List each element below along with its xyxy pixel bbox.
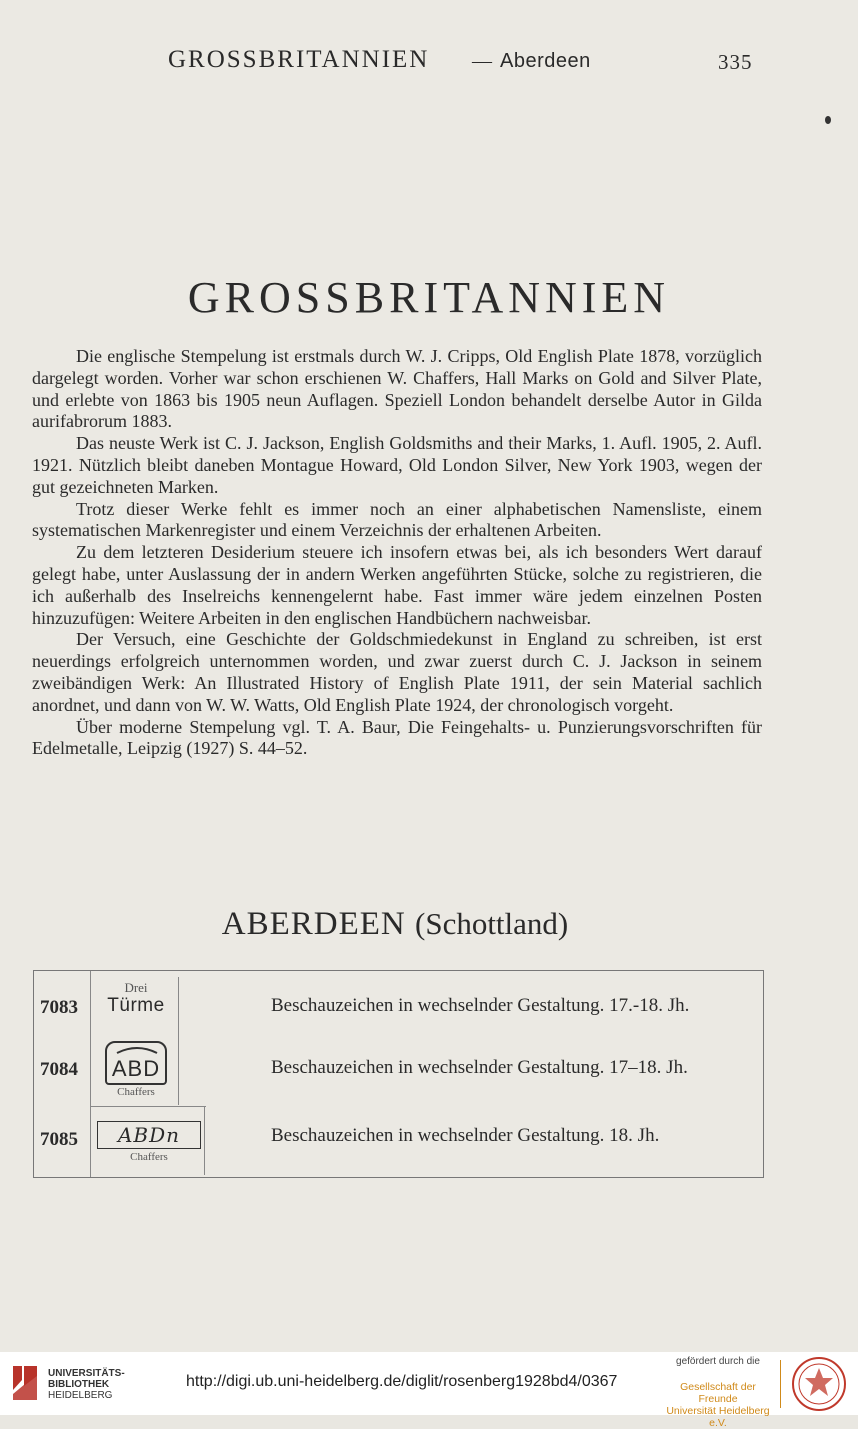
- sponsor-label: gefördert durch die: [676, 1356, 760, 1367]
- stamp-text: ABD: [111, 1056, 161, 1081]
- section-subtitle: (Schottland): [415, 906, 569, 941]
- mark-number: 7084: [40, 1059, 78, 1080]
- sponsor-block: [664, 1356, 772, 1429]
- page-number: 335: [718, 50, 753, 74]
- body-text: [32, 346, 762, 760]
- abd-stamp: [105, 1041, 167, 1085]
- table-row: [34, 1107, 763, 1175]
- marks-table: [33, 970, 764, 1178]
- sponsor-name-line-2: Universität Heidelberg e.V.: [666, 1405, 770, 1429]
- permalink[interactable]: http://digi.ub.uni-heidelberg.de/diglit/rosenberg1928bd4/0367: [186, 1373, 618, 1390]
- university-seal-icon: [790, 1356, 848, 1412]
- paragraph-3: Trotz dieser Werke fehlt es immer noch an einer alphabetischen Namensliste, einem systematischen Markenregister und einem Verzeichnis der erhaltenen Arbeiten.: [32, 498, 762, 541]
- library-line-2: BIBLIOTHEK: [48, 1379, 110, 1390]
- mark-image: [96, 981, 176, 1017]
- table-row: [34, 1039, 763, 1107]
- digitization-footer: [0, 1352, 858, 1429]
- mark-source: Chaffers: [130, 1151, 168, 1163]
- ink-dot: [825, 116, 831, 124]
- mark-source: Chaffers: [117, 1086, 155, 1098]
- mark-image: [96, 1121, 202, 1163]
- running-head-dash: —: [472, 50, 492, 72]
- mark-description: Beschauzeichen in wechselnder Gestaltung. 17–18. Jh.: [271, 1057, 688, 1078]
- library-line-3: HEIDELBERG: [48, 1390, 113, 1401]
- mark-image: [96, 1041, 176, 1098]
- paragraph-6: Über moderne Stempelung vgl. T. A. Baur, Die Feingehalts- u. Punzierungsvorschriften für Edelmetalle, Leipzig (1927) S. 44–52.: [32, 716, 762, 759]
- paragraph-5: Der Versuch, eine Geschichte der Goldschmiedekunst in England zu schreiben, ist erst neuerdings erfolgreich unternommen worden, und zwar zuerst durch C. J. Jackson in seinem zweibändigen Werk: An Illustrated History of English Plate 1911, der sein Material sachlich anordnet, und dann von W. W. Watts, Old English Plate 1924, der chronologisch vorgeht.: [32, 629, 762, 715]
- footer-separator: [780, 1360, 781, 1408]
- library-name: [48, 1368, 125, 1401]
- chapter-heading: GROSSBRITANNIEN: [187, 273, 671, 322]
- section-title: ABERDEEN: [221, 906, 406, 942]
- mark-top-text: Drei: [124, 980, 148, 995]
- mark-description: Beschauzeichen in wechselnder Gestaltung. 18. Jh.: [271, 1125, 660, 1146]
- paragraph-4: Zu dem letzteren Desiderium steuere ich insofern etwas bei, als ich besonders Wert darauf gelegt habe, unter Auslassung der in andern Werken angeführten Stücke, solche zu registrieren, die ich außerhalb des Inselreichs kennengelernt habe. Fast immer wäre jedem einzelnen Posten hinzuzufügen: Weitere Arbeiten in den englischen Handbüchern nachweisbar.: [32, 542, 762, 628]
- table-row: [34, 971, 763, 1039]
- sponsor-name: [664, 1381, 772, 1429]
- running-head-title: GROSSBRITANNIEN: [168, 46, 430, 73]
- running-head: [0, 44, 858, 78]
- sponsor-name-line-1: Gesellschaft der Freunde: [680, 1381, 756, 1405]
- mark-description: Beschauzeichen in wechselnder Gestaltung. 17.-18. Jh.: [271, 995, 690, 1016]
- paragraph-2: Das neuste Werk ist C. J. Jackson, English Goldsmiths and their Marks, 1. Aufl. 1905, 2. Aufl. 1921. Nützlich bleibt daneben Montague Howard, Old London Silver, New York 1903, wegen der gut gezeichneten Marken.: [32, 433, 762, 497]
- library-line-1: UNIVERSITÄTS-: [48, 1368, 125, 1379]
- section-heading: [0, 906, 790, 943]
- paragraph-1: Die englische Stempelung ist erstmals durch W. J. Cripps, Old English Plate 1878, vorzüglich dargelegt worden. Vorher war schon erschienen W. Chaffers, Hall Marks on Gold and Silver Plate, und erlebte von 1863 bis 1905 neun Auflagen. Speziell London behandelt derselbe Autor in Gilda aurifabrorum 1883.: [32, 346, 762, 432]
- library-logo-icon: [10, 1362, 40, 1404]
- mark-main-text: Türme: [107, 995, 165, 1016]
- mark-number: 7083: [40, 997, 78, 1018]
- running-head-place: Aberdeen: [500, 50, 591, 72]
- mark-number: 7085: [40, 1129, 78, 1150]
- stamp-arc-icon: [115, 1046, 159, 1054]
- abdn-stamp: ABDn: [97, 1121, 201, 1149]
